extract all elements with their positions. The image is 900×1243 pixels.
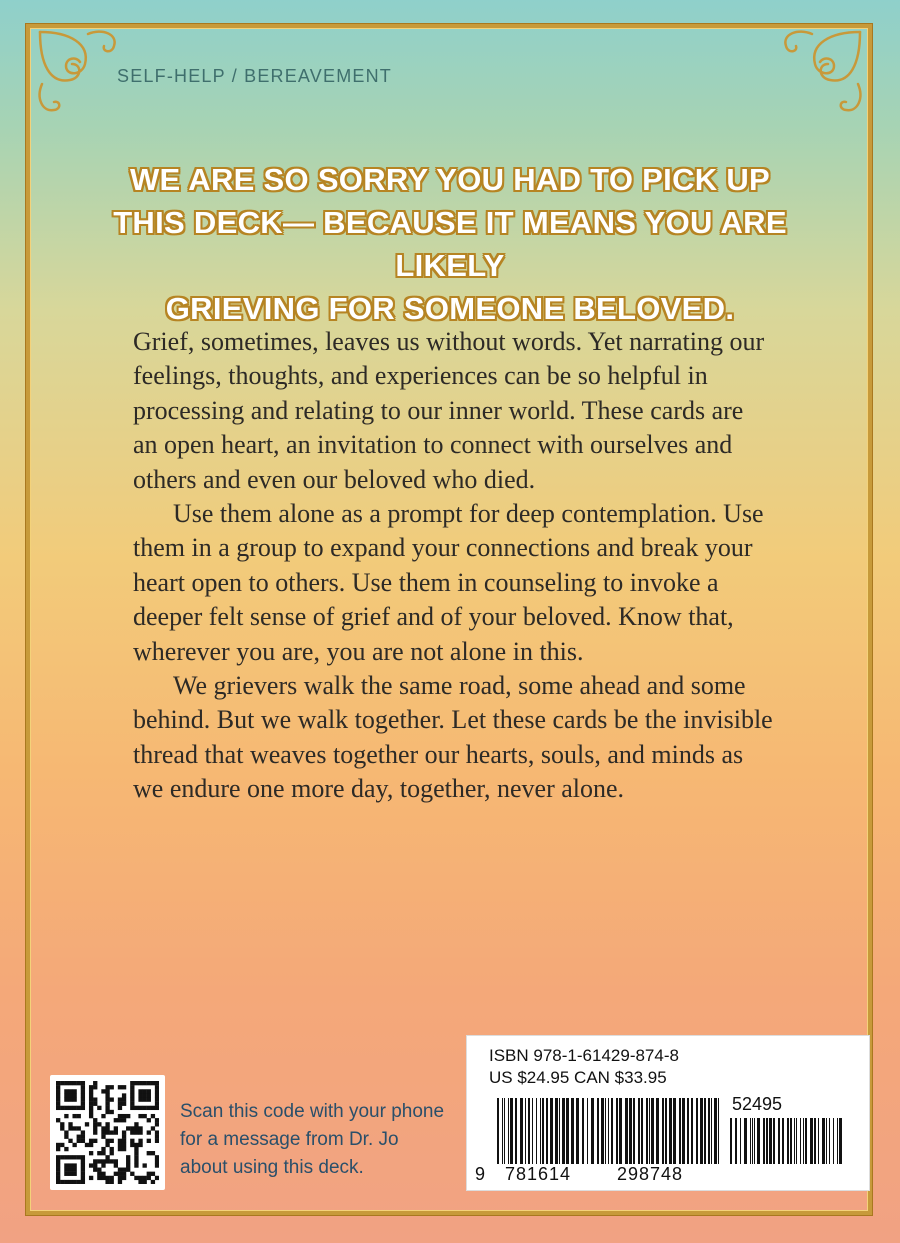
qr-code-icon (56, 1081, 159, 1184)
barcode-digits-left: 781614 (505, 1164, 572, 1184)
price-addon-number: 52495 (732, 1094, 783, 1114)
barcode-digit-first: 9 (475, 1164, 487, 1184)
paragraph-1: Grief, sometimes, leaves us without words. Yet narrating our feelings, thoughts, and experiences can be so helpful in processing and relating to our inner world. These cards are an open heart, an invitation to connect with ourselves and others and even our beloved who died. (133, 327, 765, 494)
price-line: US $24.95 CAN $33.95 (489, 1068, 667, 1087)
barcode-panel (466, 1035, 870, 1191)
barcode-digits-right: 298748 (617, 1164, 684, 1184)
headline-line-1: WE ARE SO SORRY YOU HAD TO PICK UP (129, 162, 771, 197)
isbn-barcode-icon (497, 1098, 722, 1164)
flourish-ornament-right (750, 24, 870, 124)
category-label: SELF-HELP / BEREAVEMENT (117, 66, 393, 86)
paragraph-2: Use them alone as a prompt for deep contemplation. Use them in a group to expand your connections and break your heart open to others. Use them in counseling to invoke a deeper felt sense of grief and of your beloved. Know that, wherever you are, you are not alone in this. (133, 499, 764, 666)
isbn-number: ISBN 978-1-61429-874-8 (489, 1046, 679, 1065)
qr-code[interactable] (50, 1075, 165, 1190)
description-text (133, 325, 773, 807)
headline (110, 158, 790, 330)
addon-barcode-icon (730, 1118, 845, 1164)
headline-line-3: GRIEVING FOR SOMEONE BELOVED. (165, 291, 735, 326)
headline-line-2: THIS DECK— BECAUSE IT MEANS YOU ARE LIKELY (113, 205, 787, 283)
scan-instructions: Scan this code with your phone for a message from Dr. Jo about using this deck. (180, 1101, 445, 1178)
paragraph-3: We grievers walk the same road, some ahead and some behind. But we walk together. Let these cards be the invisible thread that weaves together our hearts, souls, and minds as we endure one more day, together, never alone. (133, 671, 773, 804)
